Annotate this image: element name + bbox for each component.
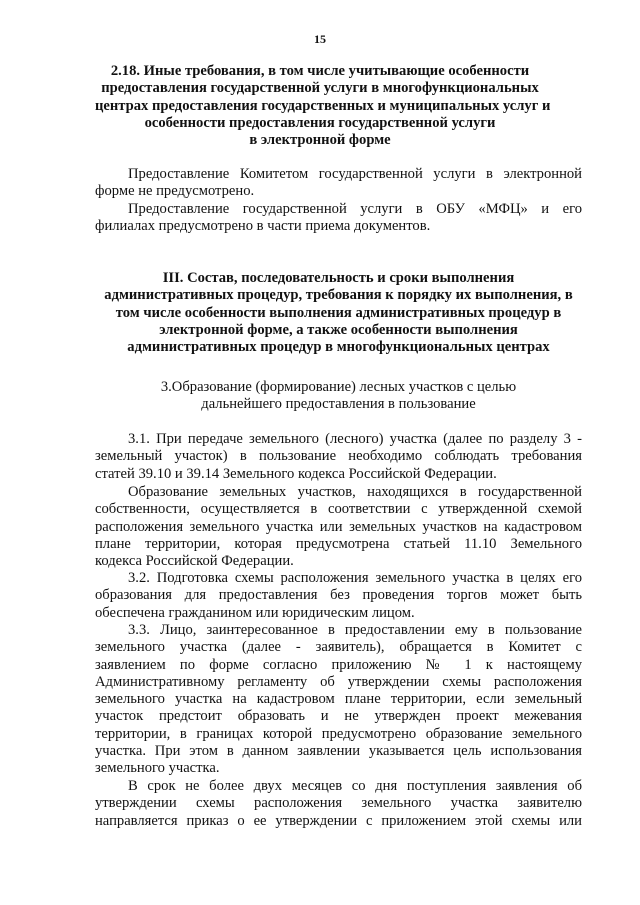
title-line: предоставления государственной услуги в многофункциональных [101, 80, 539, 97]
text-line: собственности, осуществляется в соответствии с утвержденной схемой [95, 501, 582, 518]
text-line: 3.3. Лицо, заинтересованное в предоставлении ему в пользование [128, 622, 582, 638]
text-line: заявлением по форме согласно приложению № 1 к настоящему [95, 656, 582, 673]
paragraph-3-3 [95, 622, 582, 778]
page-number: 15 [314, 32, 326, 46]
paragraph [95, 166, 582, 201]
title-line: том числе особенности выполнения административных процедур в [115, 304, 562, 321]
text-line: В срок не более двух месяцев со дня поступления заявления об [128, 778, 582, 794]
text-line: форме не предусмотрено. [95, 183, 255, 200]
subtitle-line: 3.Образование (формирование) лесных участков с целью [160, 379, 517, 395]
title-line: административных процедур, требования к порядку их выполнения, в [104, 287, 573, 304]
paragraph [95, 201, 582, 236]
text-line: 3.2. Подготовка схемы расположения земельного участка в целях его [128, 570, 582, 586]
text-line: статей 39.10 и 39.14 Земельного кодекса Российской Федерации. [95, 465, 497, 482]
title-line: административных процедур в многофункциональных центрах [127, 339, 550, 356]
text-line: Административному регламенту об утверждении схемы расположения [95, 673, 582, 690]
text-line: земельный участок) в пользование необходимо соблюдать требования [95, 448, 582, 465]
text-line: земельного участка на кадастровом плане территории, если земельный [95, 691, 582, 708]
text-line: расположения земельного участка или земельных участков на кадастровом [95, 518, 582, 535]
text-line: утверждении схемы расположения земельного участка заявителю [95, 795, 582, 812]
title-line: в электронной форме [249, 132, 391, 149]
text-line: земельного участка. [95, 760, 220, 777]
title-line: 2.18. Иные требования, в том числе учитывающие особенности [110, 63, 530, 79]
title-line: электронной форме, а также особенности выполнения [159, 321, 518, 338]
paragraph [95, 778, 582, 830]
text-line: участок предстоит образовать и не утвержден проект межевания [95, 708, 582, 725]
title-line: III. Состав, последовательность и сроки выполнения [162, 270, 515, 286]
text-line: филиалах предусмотрено в части приема документов. [95, 218, 431, 235]
subtitle-line: дальнейшего предоставления в пользование [201, 396, 476, 413]
paragraph-3-2 [95, 570, 582, 622]
text-line: обеспечена гражданином или юридическим лицом. [95, 604, 415, 621]
text-line: участка. При этом в данном заявлении указывается цель использования [95, 743, 582, 760]
text-line: кодекса Российской Федерации. [95, 553, 294, 570]
paragraph [95, 484, 582, 570]
text-line: Предоставление государственной услуги в ОБУ «МФЦ» и его [128, 201, 582, 217]
text-line: Предоставление Комитетом государственной услуги в электронной [128, 166, 582, 182]
section-2-18-title [95, 63, 551, 149]
text-line: Образование земельных участков, находящихся в государственной [128, 484, 582, 500]
section-3-title [95, 270, 582, 356]
paragraph-3-1 [95, 431, 582, 483]
section-3-subtitle [95, 379, 582, 414]
title-line: особенности предоставления государственной услуги [144, 114, 496, 131]
text-line: образования для предоставления без проведения торгов может быть [95, 587, 582, 604]
title-line: центрах предоставления государственных и муниципальных услуг и [95, 97, 551, 114]
text-line: плане территории, которая предусмотрена статьей 11.10 Земельного [95, 535, 582, 552]
text-line: территории, в границах которой предусмотрено образование земельного [95, 725, 582, 742]
text-line: земельного участка (далее - заявитель), обращается в Комитет с [95, 639, 582, 656]
text-line: 3.1. При передаче земельного (лесного) участка (далее по разделу 3 - [128, 431, 582, 447]
text-line: направляется приказ о ее утверждении с приложением этой схемы или [95, 812, 582, 829]
